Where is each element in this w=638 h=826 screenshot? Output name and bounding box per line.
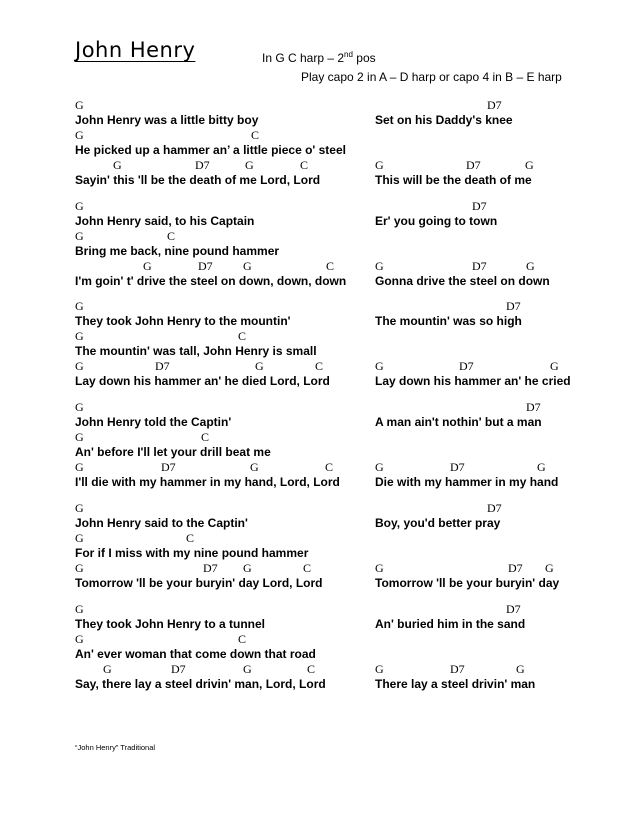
chord-line — [375, 359, 575, 374]
chord-line — [375, 400, 575, 415]
lyric-line: Tomorrow 'll be your buryin' day Lord, Lord — [75, 576, 323, 590]
chord-symbol: C — [251, 128, 260, 142]
chord-symbol: G — [255, 359, 264, 373]
lyric-line: The mountin' was tall, John Henry is small — [75, 344, 317, 358]
chord-symbol: C — [238, 329, 247, 343]
chord-line — [375, 430, 575, 445]
chord-symbol: C — [201, 430, 210, 444]
chord-symbol: C — [307, 662, 316, 676]
chord-symbol: G — [75, 561, 84, 575]
chord-line — [75, 400, 365, 415]
lyric-line: Tomorrow 'll be your buryin' day — [375, 576, 560, 590]
chord-line — [375, 561, 575, 576]
lyric-line: Bring me back, nine pound hammer — [75, 244, 280, 258]
chord-line — [75, 501, 365, 516]
verse-block — [75, 602, 365, 703]
lyric-line: Die with my hammer in my hand — [375, 475, 559, 489]
chord-line — [75, 98, 365, 113]
chord-symbol: D7 — [450, 460, 465, 474]
chord-symbol: G — [75, 531, 84, 545]
capo-note: Play capo 2 in A – D harp or capo 4 in B – E harp — [301, 70, 562, 84]
key-info-text: In G C harp – 2 — [262, 51, 345, 65]
right-column — [375, 98, 575, 703]
chord-symbol: G — [75, 400, 84, 414]
left-column — [75, 98, 365, 703]
chord-symbol: G — [243, 259, 252, 273]
chord-symbol: G — [375, 259, 384, 273]
key-info-superscript: nd — [344, 50, 353, 59]
chord-symbol: D7 — [195, 158, 210, 172]
lyric-line: I'll die with my hammer in my hand, Lord, Lord — [75, 475, 340, 489]
lyric-line: Lay down his hammer an' he died Lord, Lord — [75, 374, 330, 388]
chord-line — [375, 501, 575, 516]
chord-line — [75, 531, 365, 546]
chord-symbol: D7 — [171, 662, 186, 676]
chord-line — [375, 602, 575, 617]
chord-symbol: G — [250, 460, 259, 474]
chord-symbol: D7 — [466, 158, 481, 172]
lyric-line: John Henry was a little bitty boy — [75, 113, 259, 127]
chord-line — [375, 98, 575, 113]
chord-symbol: C — [315, 359, 324, 373]
chord-symbol: G — [537, 460, 546, 474]
chord-symbol: C — [326, 259, 335, 273]
chord-line — [375, 531, 575, 546]
lyric-line — [375, 546, 575, 561]
chord-line — [75, 329, 365, 344]
lyric-line: John Henry told the Captin' — [75, 415, 232, 429]
chord-symbol: G — [75, 632, 84, 646]
lyric-line: Lay down his hammer an' he cried — [375, 374, 571, 388]
verse-block — [375, 98, 575, 199]
lyric-line: An' before I'll let your drill beat me — [75, 445, 271, 459]
chord-symbol: G — [516, 662, 525, 676]
chord-symbol: G — [75, 329, 84, 343]
verse-block — [75, 98, 365, 199]
chord-line — [375, 259, 575, 274]
chord-symbol: D7 — [203, 561, 218, 575]
lyric-line: John Henry said to the Captin' — [75, 516, 248, 530]
lyric-line: This will be the death of me — [375, 173, 532, 187]
chord-symbol: D7 — [526, 400, 541, 414]
lyric-line: They took John Henry to the mountin' — [75, 314, 291, 328]
lyric-line: Er' you going to town — [375, 214, 498, 228]
chord-symbol: G — [75, 299, 84, 313]
chord-line — [375, 128, 575, 143]
chord-line — [375, 460, 575, 475]
chord-line — [375, 158, 575, 173]
chord-symbol: G — [243, 662, 252, 676]
chord-symbol: G — [550, 359, 559, 373]
chord-symbol: G — [375, 359, 384, 373]
chord-symbol: G — [75, 430, 84, 444]
verse-block — [375, 199, 575, 299]
chord-symbol: G — [375, 561, 384, 575]
chord-symbol: C — [325, 460, 334, 474]
chord-line — [75, 299, 365, 314]
verse-block — [75, 400, 365, 501]
chord-symbol: D7 — [506, 602, 521, 616]
chord-symbol: G — [75, 199, 84, 213]
chord-symbol: G — [245, 158, 254, 172]
lyric-line: Set on his Daddy's knee — [375, 113, 513, 127]
lyric-line — [375, 143, 575, 158]
chord-symbol: G — [75, 602, 84, 616]
chord-line — [375, 632, 575, 647]
lyric-line: I'm goin' t' drive the steel on down, down, down — [75, 274, 347, 288]
chord-symbol: G — [75, 359, 84, 373]
verse-block — [75, 199, 365, 299]
verse-block — [375, 602, 575, 703]
chord-line — [75, 259, 365, 274]
chord-symbol: D7 — [161, 460, 176, 474]
chord-line — [75, 602, 365, 617]
lyric-line: John Henry said, to his Captain — [75, 214, 255, 228]
chord-symbol: G — [113, 158, 122, 172]
chord-symbol: G — [526, 259, 535, 273]
verse-block — [75, 299, 365, 400]
chord-line — [375, 329, 575, 344]
key-info-suffix: pos — [352, 51, 376, 65]
verse-block — [375, 501, 575, 602]
chord-symbol: D7 — [459, 359, 474, 373]
chord-symbol: D7 — [506, 299, 521, 313]
chord-symbol: G — [525, 158, 534, 172]
chord-symbol: D7 — [472, 259, 487, 273]
chord-symbol: G — [75, 501, 84, 515]
chord-line — [375, 229, 575, 244]
chord-line — [375, 299, 575, 314]
chord-symbol: G — [75, 128, 84, 142]
lyric-line: They took John Henry to a tunnel — [75, 617, 266, 631]
verse-block — [375, 299, 575, 400]
chord-symbol: C — [300, 158, 309, 172]
chord-line — [75, 561, 365, 576]
chord-line — [75, 199, 365, 214]
chord-symbol: G — [375, 662, 384, 676]
chord-line — [75, 128, 365, 143]
chord-symbol: G — [103, 662, 112, 676]
lyric-line — [375, 244, 575, 259]
lyric-line: There lay a steel drivin' man — [375, 677, 536, 691]
footer-credit: “John Henry” Traditional — [75, 743, 156, 752]
chord-symbol: G — [75, 229, 84, 243]
chord-symbol: G — [75, 460, 84, 474]
chord-symbol: C — [238, 632, 247, 646]
lyric-line: Sayin' this 'll be the death of me Lord, Lord — [75, 173, 321, 187]
chord-symbol: G — [243, 561, 252, 575]
lyric-line — [375, 344, 575, 359]
lyric-line: The mountin' was so high — [375, 314, 522, 328]
lyric-line: A man ain't nothin' but a man — [375, 415, 542, 429]
verse-block — [75, 501, 365, 602]
chord-symbol: G — [375, 460, 384, 474]
chord-line — [75, 632, 365, 647]
chord-symbol: D7 — [487, 98, 502, 112]
chord-symbol: G — [143, 259, 152, 273]
lyric-line: He picked up a hammer an’ a little piece o' steel — [75, 143, 346, 157]
song-title: John Henry — [75, 38, 196, 62]
chord-symbol: G — [75, 98, 84, 112]
chord-symbol: D7 — [508, 561, 523, 575]
lyric-line: An' buried him in the sand — [375, 617, 526, 631]
chord-line — [75, 229, 365, 244]
chord-line — [375, 199, 575, 214]
key-info — [262, 50, 376, 65]
lyric-line: Gonna drive the steel on down — [375, 274, 550, 288]
chord-symbol: D7 — [198, 259, 213, 273]
chord-line — [75, 662, 365, 677]
chord-symbol: G — [545, 561, 554, 575]
chord-symbol: D7 — [487, 501, 502, 515]
chord-line — [75, 359, 365, 374]
chord-symbol: D7 — [472, 199, 487, 213]
verse-block — [375, 400, 575, 501]
chord-line — [375, 662, 575, 677]
lyric-line — [375, 445, 575, 460]
chord-symbol: C — [167, 229, 176, 243]
lyric-line: Say, there lay a steel drivin' man, Lord, Lord — [75, 677, 326, 691]
chord-symbol: C — [186, 531, 195, 545]
chord-line — [75, 430, 365, 445]
chord-line — [75, 158, 365, 173]
chord-symbol: C — [303, 561, 312, 575]
lyric-line: An' ever woman that come down that road — [75, 647, 316, 661]
chord-symbol: D7 — [450, 662, 465, 676]
lyric-line: For if I miss with my nine pound hammer — [75, 546, 309, 560]
chord-symbol: G — [375, 158, 384, 172]
chord-symbol: D7 — [155, 359, 170, 373]
lyric-line: Boy, you'd better pray — [375, 516, 501, 530]
lyric-line — [375, 647, 575, 662]
chord-line — [75, 460, 365, 475]
